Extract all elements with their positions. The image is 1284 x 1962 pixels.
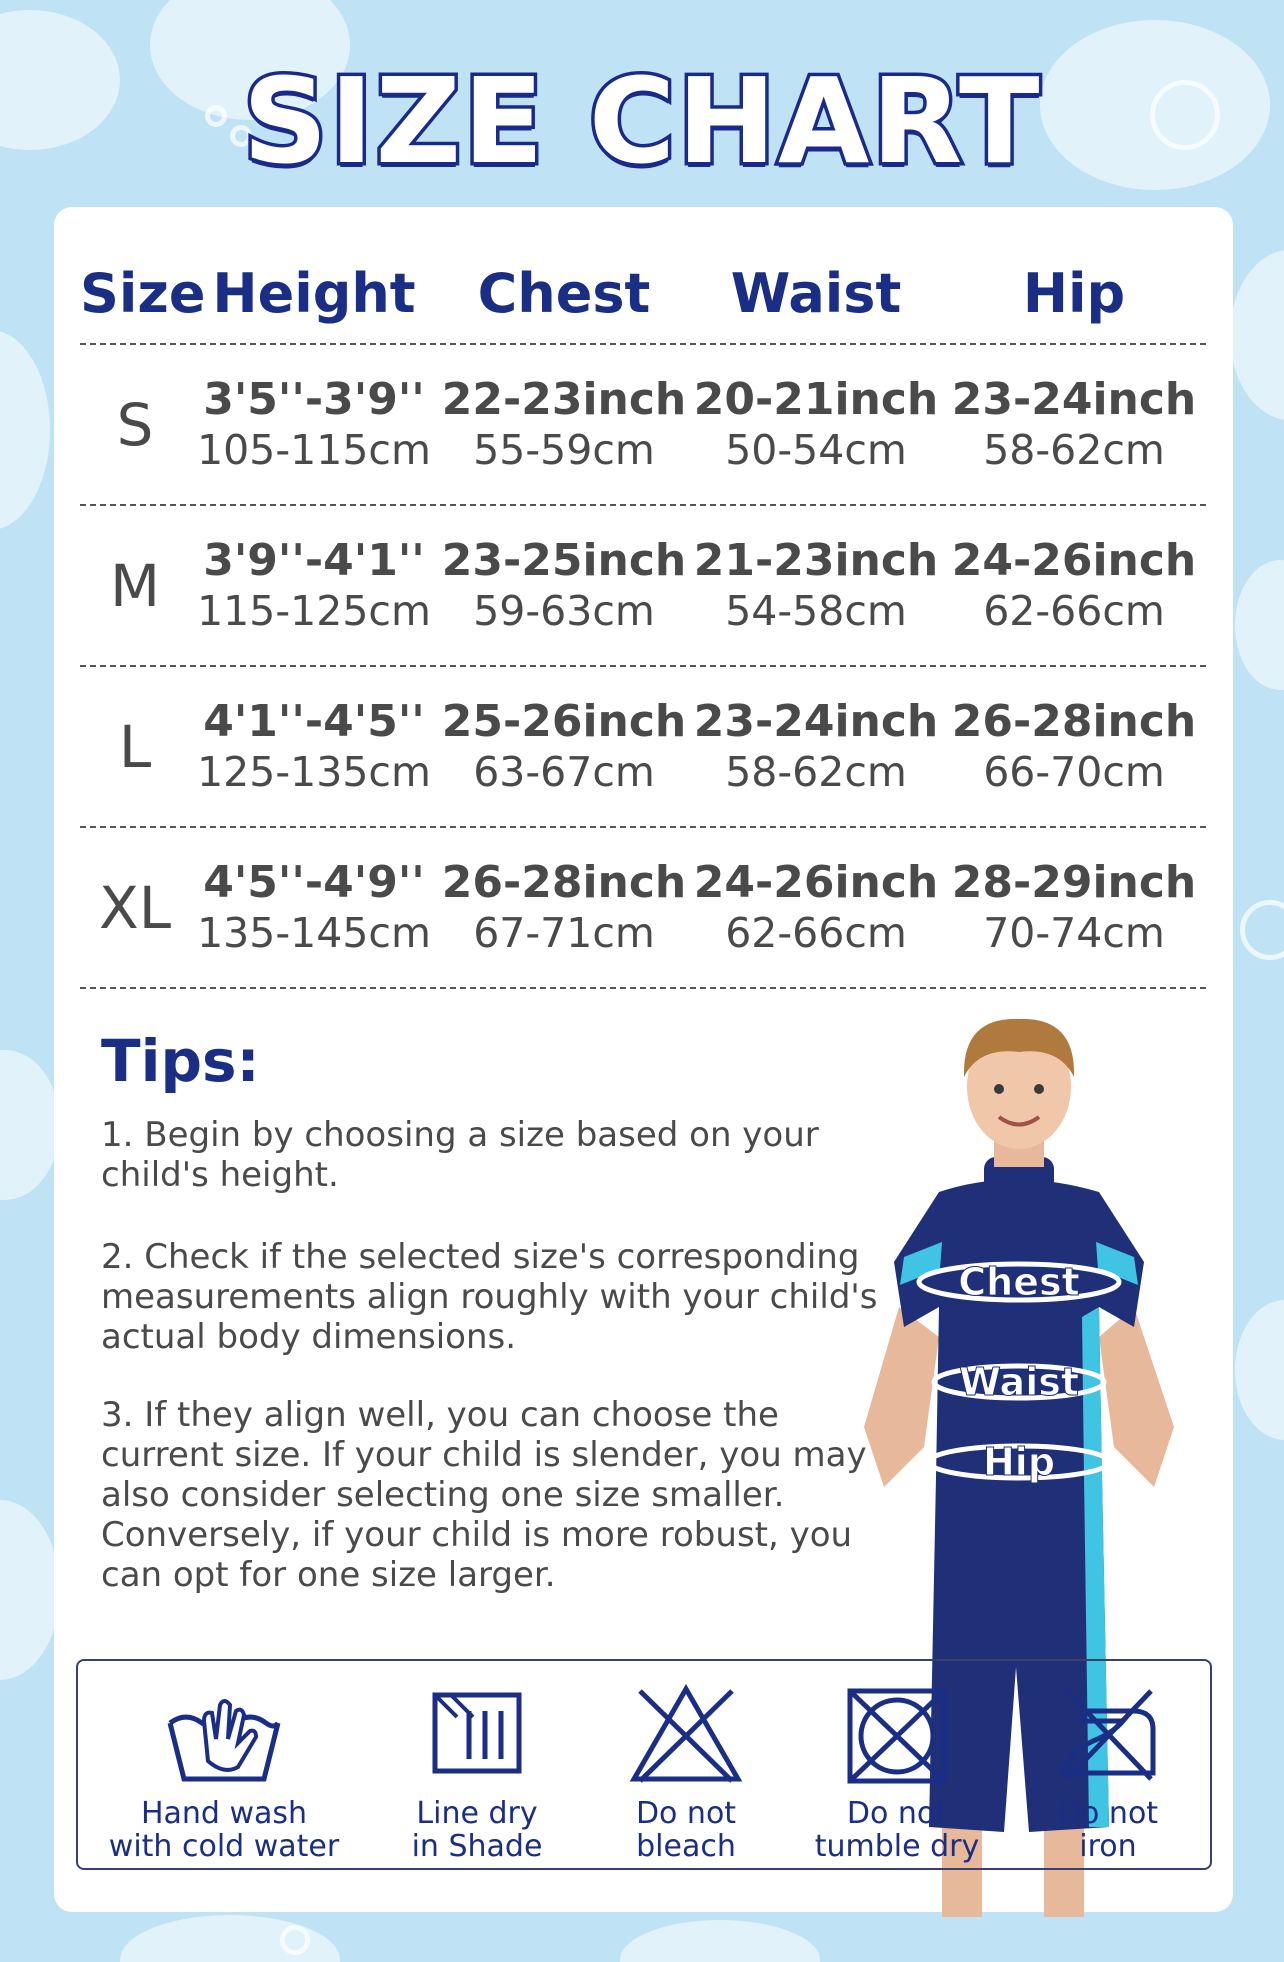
waist-cell: 20-21inch 50-54cm [693,373,939,474]
table-row [80,345,1206,506]
tip-item: 1. Begin by choosing a size based on your child's height. [101,1115,819,1195]
waist-cell: 21-23inch 54-58cm [693,534,939,635]
chest-cell: 26-28inch 67-71cm [441,856,687,957]
header-height: Height [212,261,416,325]
waist-cell: 24-26inch 62-66cm [693,856,939,957]
size-label: L [118,712,152,781]
care-label: Line dry in Shade [411,1796,543,1864]
hip-cell: 28-29inch 70-74cm [951,856,1197,957]
tip-item: 3. If they align well, you can choose the current size. If your child is slender, you may also consider selecting one size smaller. Conversely, if your child is more robust, you can opt for one size larger. [101,1395,867,1595]
header-chest: Chest [477,261,651,325]
chest-cell: 23-25inch 59-63cm [441,534,687,635]
hip-cell: 26-28inch 66-70cm [951,695,1197,796]
waist-cell: 23-24inch 58-62cm [693,695,939,796]
do-not-bleach-icon [626,1681,746,1787]
waist-label: Waist [958,1360,1080,1404]
size-chart-card [54,207,1233,1912]
size-table [80,243,1206,989]
size-label: M [109,551,161,620]
care-no-tumble-dry [788,1661,1006,1868]
hip-cell: 23-24inch 58-62cm [951,373,1197,474]
line-dry-shade-icon [427,1681,527,1787]
care-hand-wash [78,1661,370,1868]
care-no-bleach [584,1661,788,1868]
page-title: SIZE CHART [242,52,1042,190]
height-cell: 4'5''-4'9'' 135-145cm [197,856,431,957]
care-label: Hand wash with cold water [108,1796,340,1864]
height-cell: 4'1''-4'5'' 125-135cm [197,695,431,796]
hip-label: Hip [982,1440,1056,1484]
do-not-iron-icon [1053,1681,1163,1787]
table-row [80,506,1206,667]
chest-cell: 22-23inch 55-59cm [441,373,687,474]
size-label: XL [98,873,172,942]
chest-label: Chest [958,1260,1080,1304]
table-row [80,667,1206,828]
table-header-row [80,243,1206,345]
tips-heading: Tips: [101,1027,260,1095]
do-not-tumble-dry-icon [842,1681,952,1787]
table-row [80,828,1206,989]
care-label: Do not iron [1057,1796,1159,1864]
header-hip: Hip [1022,261,1126,325]
care-label: Do not bleach [635,1796,737,1864]
care-line-dry [370,1661,584,1868]
size-label: S [116,390,154,459]
height-cell: 3'5''-3'9'' 105-115cm [197,373,431,474]
hip-cell: 24-26inch 62-66cm [951,534,1197,635]
header-waist: Waist [730,261,902,325]
care-no-iron [1006,1661,1210,1868]
header-size: Size [80,261,206,325]
care-label: Do not tumble dry [814,1796,980,1864]
height-cell: 3'9''-4'1'' 115-125cm [197,534,431,635]
hand-wash-icon [164,1681,284,1787]
chest-cell: 25-26inch 63-67cm [441,695,687,796]
care-instructions [76,1659,1212,1870]
tip-item: 2. Check if the selected size's corresponding measurements align roughly with your child's actual body dimensions. [101,1237,878,1357]
